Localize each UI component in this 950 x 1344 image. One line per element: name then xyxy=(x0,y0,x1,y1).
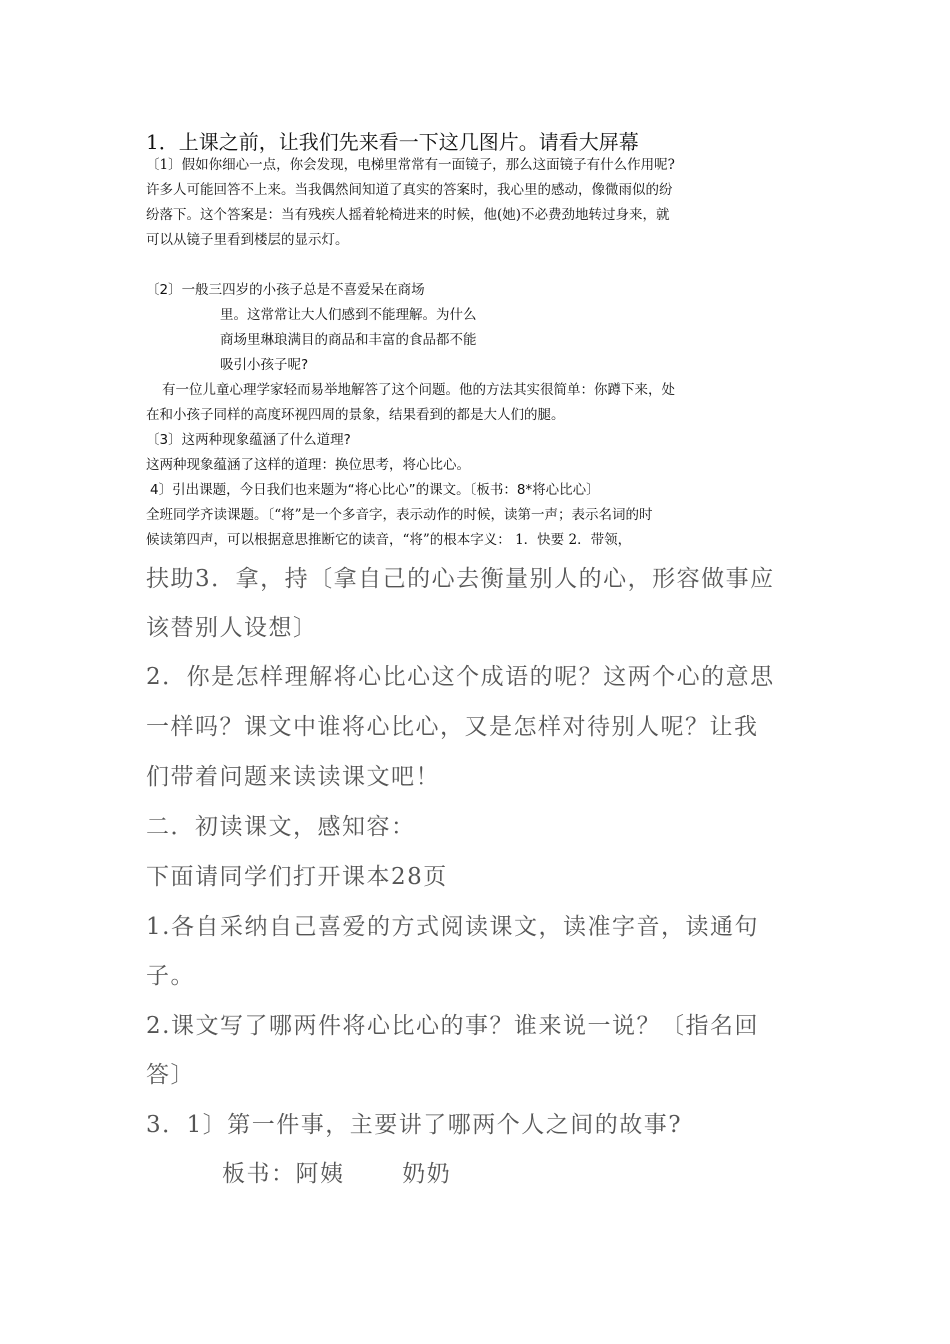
item-4-intro: 4〕引出课题，今日我们也来题为“将心比心”的课文。〔板书：8*将心比心〕 xyxy=(150,482,600,498)
paragraph-2-line-1: 〔2〕一般三四岁的小孩子总是不喜爱呆在商场 xyxy=(146,282,425,298)
paragraph-1-line-1: 〔1〕假如你细心一点，你会发现，电梯里常常有一面镜子，那么这面镜子有什么作用呢? xyxy=(146,157,675,173)
paragraph-2-line-4: 吸引小孩子呢? xyxy=(220,357,309,373)
item-4-line-2: 候读第四声，可以根据意思推断它的读音，“将”的根本字义： 1．快要 2．带领， xyxy=(146,532,632,548)
paragraph-2-line-2: 里。这常常让大人们感到不能理解。为什么 xyxy=(220,307,477,323)
section-2-line-4: 2.课文写了哪两件将心比心的事？谁来说一说？〔指名回 xyxy=(146,1013,759,1039)
large-line-2: 该替别人设想〕 xyxy=(146,615,318,641)
section-2-line-6: 3．1〕第一件事，主要讲了哪两个人之间的故事? xyxy=(146,1112,683,1138)
paragraph-3-line-2: 在和小孩子同样的高度环视四周的景象，结果看到的都是大人们的腿。 xyxy=(146,407,565,423)
section-2-line-2: 1.各自采纳自己喜爱的方式阅读课文，读准字音，读通句 xyxy=(146,914,759,940)
paragraph-1-line-4: 可以从镜子里看到楼层的显示灯。 xyxy=(146,232,349,248)
large-line-5: 们带着问题来读读课文吧！ xyxy=(146,764,440,790)
large-line-3: 2．你是怎样理解将心比心这个成语的呢？这两个心的意思 xyxy=(146,664,775,690)
section-2-line-5: 答〕 xyxy=(146,1062,195,1088)
section-2-line-1: 下面请同学们打开课本28页 xyxy=(146,864,448,890)
section-2-line-3: 子。 xyxy=(146,963,195,989)
large-line-4: 一样吗？课文中谁将心比心，又是怎样对待别人呢？让我 xyxy=(146,714,759,740)
heading: 1．上课之前，让我们先来看一下这几图片。请看大屏幕 xyxy=(146,130,639,154)
item-4-line-1: 全班同学齐读课题。〔“将”是一个多音字，表示动作的时候，读第一声；表示名词的时 xyxy=(146,507,653,523)
paragraph-1-line-2: 许多人可能回答不上来。当我偶然间知道了真实的答案时，我心里的感动，像微雨似的纷 xyxy=(146,182,673,198)
paragraph-1-line-3: 纷落下。这个答案是：当有残疾人摇着轮椅进来的时候，他(她)不必费劲地转过身来，就 xyxy=(146,207,670,223)
answer-3: 这两种现象蕴涵了这样的道理：换位思考，将心比心。 xyxy=(146,457,470,473)
section-2-heading: 二．初读课文，感知容： xyxy=(146,814,416,840)
large-line-1: 扶助3．拿，持〔拿自己的心去衡量别人的心，形容做事应 xyxy=(146,566,775,592)
blackboard-note: 板书：阿姨 奶奶 xyxy=(222,1161,452,1187)
paragraph-2-line-3: 商场里琳琅满目的商品和丰富的食品都不能 xyxy=(220,332,477,348)
question-3: 〔3〕这两种现象蕴涵了什么道理? xyxy=(146,432,351,448)
paragraph-3-line-1: 有一位儿童心理学家轻而易举地解答了这个问题。他的方法其实很简单：你蹲下来，处 xyxy=(162,382,675,398)
